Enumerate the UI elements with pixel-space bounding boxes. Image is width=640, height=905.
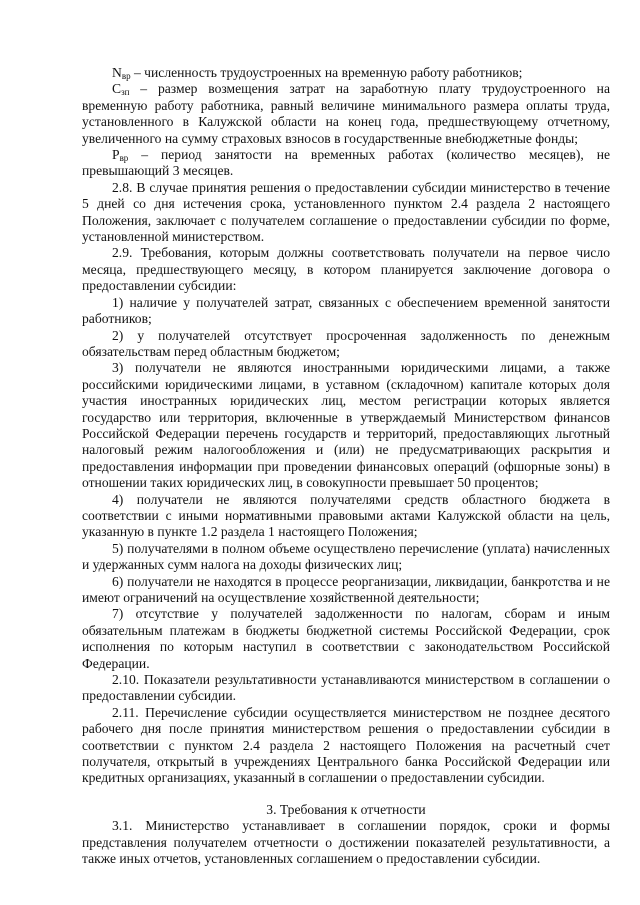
requirement-item-3: 3) получатели не являются иностранными юридическими лицами, а также российскими юридическими лицами, в уставном (складочном) капитале которых доля участия иностранных юридических лиц, местом регистрации которых является государство или территория, включенные в утверждаемый Министерством финансов Российской Федерации перечень государств и территорий, предоставляющих льготный налоговый режим налогообложения и (или) не предусматривающих раскрытия и предоставления информации при проведении финансовых операций (офшорные зоны) в отношении таких юридических лиц, в совокупности превышает 50 процентов; xyxy=(82,360,610,491)
requirement-item-5: 5) получателями в полном объеме осуществлено перечисление (уплата) начисленных и удержанных сумм налога на доходы физических лиц; xyxy=(82,540,610,573)
symbol-p-subscript: вр xyxy=(119,153,129,164)
paragraph-2-8: 2.8. В случае принятия решения о предоставлении субсидии министерство в течение 5 дней со дня истечения срока, установленного пунктом 2.4 раздела 2 настоящего Положения, заключает с получателем соглашение о предоставлении субсидии по форме, установленной министерством. xyxy=(82,179,610,245)
symbol-n: N xyxy=(112,65,122,80)
paragraph-2-11: 2.11. Перечисление субсидии осуществляется министерством не позднее десятого рабочего дня после принятия министерством решения о предоставлении субсидии в соответствии с пунктом 2.4 раздела 2 настоящего Положения на расчетный счет получателя, открытый в учреждениях Центрального банка Российской Федерации или кредитных организациях, указанный в соглашении о предоставлении субсидии. xyxy=(82,704,610,786)
section-3-heading: 3. Требования к отчетности xyxy=(266,801,426,817)
paragraph-3-1: 3.1. Министерство устанавливает в соглашении порядок, сроки и формы представления получателем отчетности о достижении показателей результативности, а также иных отчетов, установленных соглашением о предоставлении субсидии. xyxy=(82,818,610,867)
requirement-item-2: 2) у получателей отсутствует просроченная задолженность по денежным обязательствам перед областным бюджетом; xyxy=(82,327,610,359)
definition-c-zp xyxy=(82,81,610,147)
symbol-p: P xyxy=(112,147,120,163)
paragraph-2-10: 2.10. Показатели результативности устанавливаются министерством в соглашении о предоставлении субсидии. xyxy=(82,672,610,704)
requirement-item-7: 7) отсутствие у получателей задолженности по налогам, сборам и иным обязательным платежам в бюджеты бюджетной системы Российской Федерации, срок исполнения по которым наступил в соответствии с законодательством Российской Федерации. xyxy=(82,606,610,671)
requirement-item-6: 6) получатели не находятся в процессе реорганизации, ликвидации, банкротства и не имеют ограничений на осуществление хозяйственной деятельности; xyxy=(82,573,610,605)
requirement-item-1: 1) наличие у получателей затрат, связанных с обеспечением временной занятости работников; xyxy=(82,294,610,327)
document-body xyxy=(82,65,610,868)
definition-p-vr xyxy=(82,147,610,180)
requirement-item-4: 4) получатели не являются получателями средств областного бюджета в соответствии с иными нормативными правовыми актами Калужской области на цель, указанную в пункте 1.2 раздела 1 настоящего Положения; xyxy=(82,491,610,540)
symbol-c: C xyxy=(112,81,122,97)
definition-n-vr xyxy=(82,65,610,81)
definition-c-text: – размер возмещения затрат на заработную плату трудоустроенного на временную работу работника, равный величине минимального размера оплаты труда, установленного в Калужской области на конец года, предшествующему отчетному, увеличенного на сумму страховых взносов в государственные внебюджетные фонды; xyxy=(82,81,610,146)
symbol-c-subscript: зп xyxy=(121,87,130,98)
definition-p-text: – период занятости на временных работах (количество месяцев), не превышающий 3 месяцев. xyxy=(82,147,610,179)
symbol-n-subscript: вр xyxy=(121,71,131,81)
paragraph-2-9: 2.9. Требования, которым должны соответствовать получатели на первое число месяца, предшествующего месяцу, в котором планируется заключение договора о предоставлении субсидии: xyxy=(82,245,610,294)
definition-n-text: – численность трудоустроенных на временную работу работников; xyxy=(130,65,523,80)
section-gap xyxy=(82,787,610,802)
